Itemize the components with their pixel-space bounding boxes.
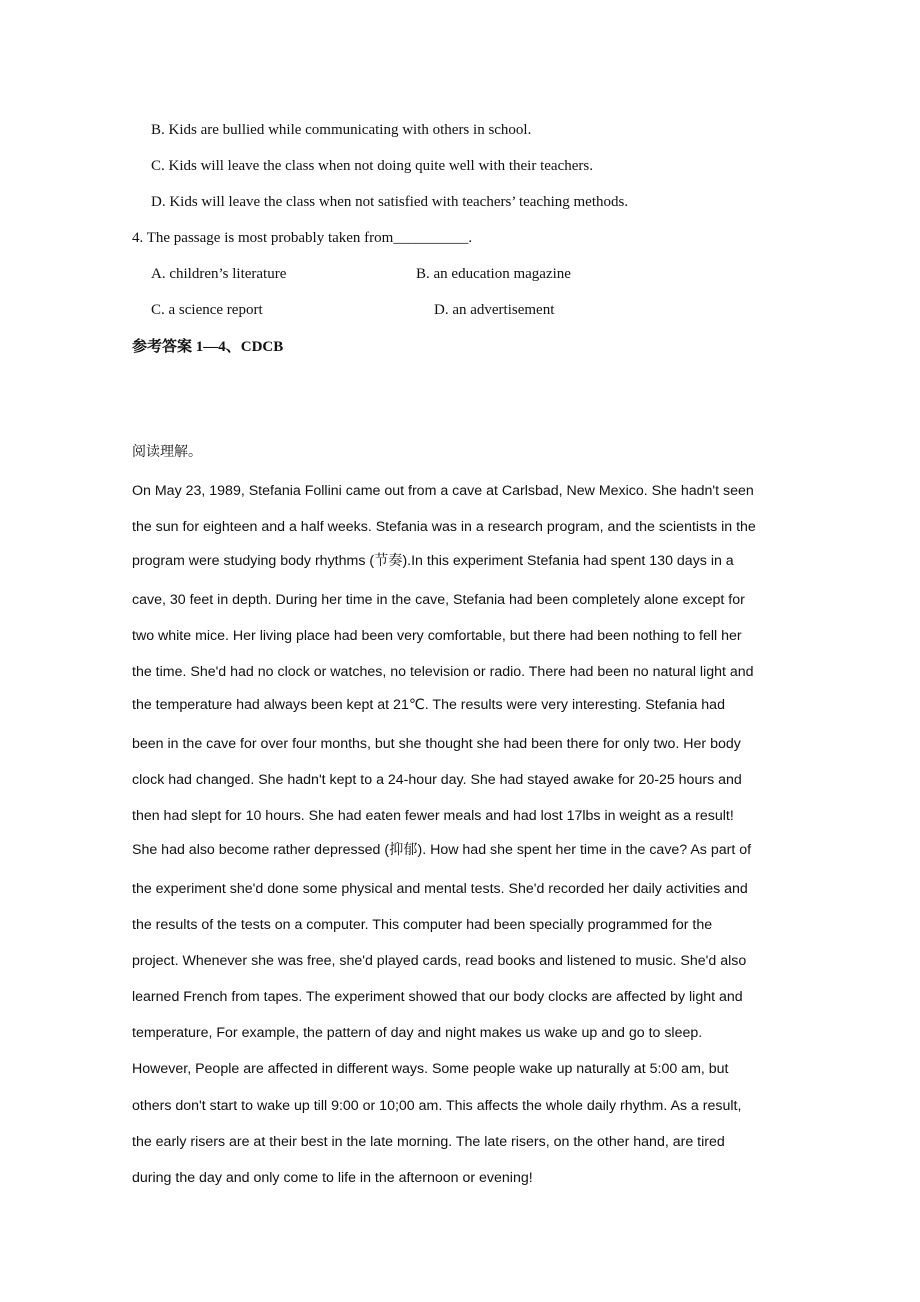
- reading-heading: 阅读理解。: [132, 444, 202, 460]
- passage-line: program were studying body rhythms (节奏).In this experiment Stefania had spent 130 days in a: [132, 553, 734, 569]
- passage-line: two white mice. Her living place had been very comfortable, but there had been nothing to fell her: [132, 628, 742, 644]
- passage-line: temperature, For example, the pattern of day and night makes us wake up and go to sleep.: [132, 1025, 703, 1041]
- passage-line: cave, 30 feet in depth. During her time in the cave, Stefania had been completely alone except for: [132, 592, 745, 608]
- passage-line: been in the cave for over four months, but she thought she had been there for only two. Her body: [132, 736, 741, 752]
- passage-line: the early risers are at their best in the late morning. The late risers, on the other hand, are tired: [132, 1134, 725, 1150]
- q4-option-b: B. an education magazine: [416, 266, 571, 282]
- passage-line: others don't start to wake up till 9:00 or 10;00 am. This affects the whole daily rhythm. As a result,: [132, 1098, 742, 1114]
- passage-line: during the day and only come to life in the afternoon or evening!: [132, 1170, 533, 1186]
- passage-line: the temperature had always been kept at 21℃. The results were very interesting. Stefania had: [132, 697, 725, 713]
- option-c: C. Kids will leave the class when not doing quite well with their teachers.: [151, 158, 593, 174]
- answer-key: 参考答案 1—4、CDCB: [132, 339, 284, 355]
- option-b: B. Kids are bullied while communicating with others in school.: [151, 122, 532, 138]
- q4-option-c: C. a science report: [151, 302, 263, 318]
- passage-line: project. Whenever she was free, she'd played cards, read books and listened to music. She'd also: [132, 953, 747, 969]
- passage-line: the results of the tests on a computer. This computer had been specially programmed for the: [132, 917, 713, 933]
- passage-line: However, People are affected in different ways. Some people wake up naturally at 5:00 am, but: [132, 1061, 729, 1077]
- q4-option-d: D. an advertisement: [434, 302, 555, 318]
- passage-line: She had also become rather depressed (抑郁). How had she spent her time in the cave? As part of: [132, 842, 752, 858]
- passage-line: clock had changed. She hadn't kept to a 24-hour day. She had stayed awake for 20-25 hours and: [132, 772, 742, 788]
- passage-line: the time. She'd had no clock or watches, no television or radio. There had been no natural light and: [132, 664, 754, 680]
- passage-line: On May 23, 1989, Stefania Follini came out from a cave at Carlsbad, New Mexico. She hadn't seen: [132, 483, 754, 499]
- passage-line: then had slept for 10 hours. She had eaten fewer meals and had lost 17lbs in weight as a result!: [132, 808, 734, 824]
- question-4-stem: 4. The passage is most probably taken from__________.: [132, 230, 473, 246]
- passage-line: the sun for eighteen and a half weeks. Stefania was in a research program, and the scientists in the: [132, 519, 756, 535]
- option-d: D. Kids will leave the class when not satisfied with teachers’ teaching methods.: [151, 194, 629, 210]
- passage-line: the experiment she'd done some physical and mental tests. She'd recorded her daily activities and: [132, 881, 748, 897]
- q4-option-a: A. children’s literature: [151, 266, 287, 282]
- passage-line: learned French from tapes. The experiment showed that our body clocks are affected by light and: [132, 989, 743, 1005]
